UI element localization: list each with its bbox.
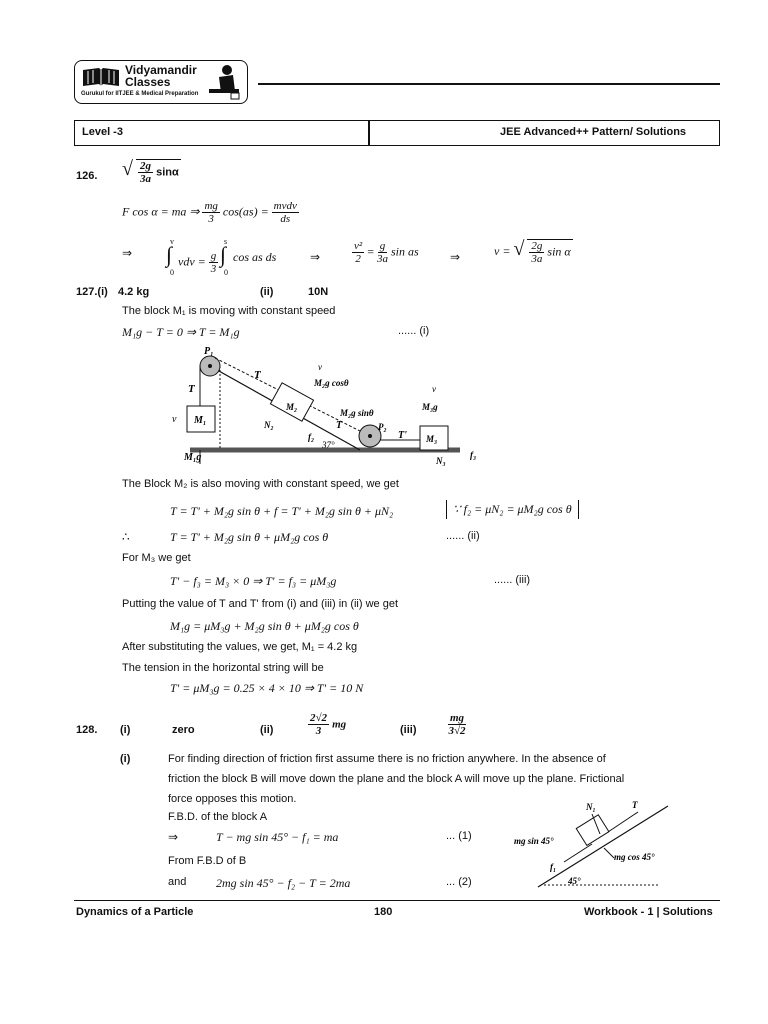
- label-n3: N₃: [436, 456, 446, 466]
- footer-chapter: Dynamics of a Particle: [76, 906, 194, 918]
- q127-statement-2: The Block M₂ is also moving with constant speed, we get: [122, 478, 399, 490]
- q126-lim-s: s: [224, 237, 228, 246]
- label-f2: f₂: [308, 432, 315, 442]
- q127-equation-4: T' − f₃ = M₃ × 0 ⇒ T' = f₃ = μM₃g: [170, 574, 337, 588]
- q128-ref-1: ... (1): [446, 830, 472, 842]
- q127-statement-3: For M₃ we get: [122, 552, 191, 564]
- book-icon: [81, 66, 121, 88]
- q126-line2-part2: $\frac{\text{v²}}{2}$ = $\frac{g}{3a}$ sin as: [354, 240, 419, 266]
- q128-sub-i: (i): [120, 753, 131, 765]
- label-p2: P₂: [378, 422, 387, 432]
- band-divider: [368, 120, 370, 146]
- q126-line2-arrow3: ⇒: [450, 250, 461, 264]
- brand-name-2: Classes: [125, 75, 171, 89]
- q127-label-ii: (ii): [260, 286, 274, 298]
- label-m1g: M₁g: [184, 452, 202, 463]
- pattern-label: JEE Advanced++ Pattern/ Solutions: [500, 126, 687, 138]
- pulley-incline-diagram: [172, 340, 490, 466]
- q126-lim-0: 0: [170, 268, 174, 277]
- brand-logo: [74, 60, 248, 104]
- q128-answer-ii: $\frac{2√2}{3}$ mg: [310, 712, 347, 738]
- q128-equation-2: 2mg sin 45° − f₂ − T = 2ma: [216, 876, 351, 890]
- q126-number: 126.: [76, 170, 98, 182]
- q128-para-5: From F.B.D of B: [168, 855, 247, 867]
- q126-line2-int2: cos as ds: [233, 250, 277, 264]
- label-m2gcos: M₂g cosθ: [314, 378, 349, 388]
- q128-para-2: friction the block B will move down the plane and the block A will move up the plane. Frictional: [168, 773, 625, 785]
- q128-answer-i: zero: [172, 724, 195, 736]
- brand-name: Vidyamandir: [125, 63, 197, 77]
- label-angle-45: 45°: [568, 876, 581, 886]
- label-m3: M₃: [426, 434, 438, 444]
- q126-lim-v: v: [170, 237, 174, 246]
- q127-statement-4: Putting the value of T and T' from (i) and (iii) in (ii) we get: [122, 598, 398, 610]
- q127-equation-3: T = T' + M₂g sin θ + μM₂g cos θ: [170, 530, 329, 544]
- label-mgsin: mg sin 45°: [514, 836, 554, 846]
- label-p1: P₁: [204, 346, 214, 357]
- label-t-right: T': [398, 430, 407, 441]
- label-v-top: v: [318, 362, 322, 372]
- q128-label-ii: (ii): [260, 724, 274, 736]
- label-n1: N₁: [586, 802, 596, 812]
- q126-line2-arrow2: ⇒: [310, 250, 321, 264]
- reader-icon: [205, 63, 243, 101]
- incline-fbd-diagram: [508, 798, 708, 890]
- label-angle-37: 37°: [322, 440, 335, 450]
- q128-para-3: force opposes this motion.: [168, 793, 297, 805]
- q127-equation-6: T' = μM₃g = 0.25 × 4 × 10 ⇒ T' = 10 N: [170, 681, 364, 695]
- label-t-top: T: [254, 369, 261, 381]
- incline-45: [538, 806, 668, 887]
- q126-line2-arrow: ⇒: [122, 246, 133, 260]
- q127-equation-2: T = T' + M₂g sin θ + f = T' + M₂g sin θ + μN₂: [170, 504, 394, 518]
- label-mgcos: mg cos 45°: [614, 852, 655, 862]
- q128-answer-iii: $\frac{mg}{3√2}$: [448, 712, 466, 738]
- label-m3g: M₃g: [422, 402, 438, 412]
- q128-arrow: ⇒: [168, 830, 179, 844]
- q127-bracket-note: ∵ f₂ = μN₂ = μM₂g cos θ: [446, 500, 579, 519]
- q128-para-4: F.B.D. of the block A: [168, 811, 268, 823]
- label-m1: M₁: [194, 415, 207, 426]
- q128-ref-2: ... (2): [446, 876, 472, 888]
- q127-ref-1: ...... (i): [398, 325, 430, 337]
- label-v-right: v: [432, 384, 436, 394]
- label-f3: f₃: [470, 450, 477, 460]
- label-m2: M₂: [286, 402, 298, 412]
- q127-answer-i: 4.2 kg: [118, 286, 150, 298]
- q128-and: and: [168, 876, 187, 888]
- q126-lim-0b: 0: [224, 268, 228, 277]
- q127-answer-ii: 10N: [308, 286, 329, 298]
- q128-number: 128.: [76, 724, 98, 736]
- q127-statement-6: The tension in the horizontal string will be: [122, 662, 324, 674]
- integral-1: ∫: [166, 242, 173, 267]
- footer-page-number: 180: [374, 906, 393, 918]
- q126-answer: √ $\frac{2g}{3a}$ sinα: [122, 158, 179, 185]
- label-n2: N₂: [264, 420, 274, 430]
- q127-statement-1: The block M₁ is moving with constant speed: [122, 305, 336, 317]
- q127-statement-5: After substituting the values, we get, M₁ = 4.2 kg: [122, 641, 358, 653]
- q127-number: 127.(i): [76, 286, 108, 298]
- label-v-left: v: [172, 414, 177, 425]
- label-f1: f₁: [550, 862, 557, 872]
- label-m2gsin: M₂g sinθ: [340, 408, 374, 418]
- q126-line1: F cos α = ma ⇒ $\frac{mg}{3}$ cos(as) = $\frac{\text{mvdv}}{ds}$: [122, 200, 297, 226]
- q128-label-i: (i): [120, 724, 131, 736]
- footer-workbook: Workbook - 1 | Solutions: [584, 906, 713, 918]
- q128-para-1: For finding direction of friction first assume there is no friction anywhere. In the absence of: [168, 753, 606, 765]
- q127-ref-3: ...... (iii): [494, 574, 531, 586]
- q127-therefore: ∴: [122, 530, 130, 544]
- label-t: T: [632, 800, 638, 810]
- q126-line2-part3: v = √ $\frac{2g}{3a}$ sin α: [494, 238, 571, 265]
- brand-tagline: Gurukul for IITJEE & Medical Preparation: [81, 91, 199, 97]
- q127-equation-1: M₁g − T = 0 ⇒ T = M₁g: [122, 325, 240, 339]
- label-t-left: T: [188, 383, 195, 395]
- q127-ref-2: ...... (ii): [446, 530, 480, 542]
- header-rule: [258, 83, 720, 85]
- footer-rule: [74, 900, 720, 901]
- q126-line2-part1: vdv = $\frac{g}{3}$: [178, 250, 217, 276]
- level-label: Level -3: [82, 126, 123, 138]
- integral-2: ∫: [220, 242, 227, 267]
- q128-equation-1: T − mg sin 45° − f₁ = ma: [216, 830, 339, 844]
- q128-label-iii: (iii): [400, 724, 417, 736]
- label-t-mid: T: [336, 420, 343, 431]
- block-a: [576, 815, 609, 846]
- q127-equation-5: M₁g = μM₃g + M₂g sin θ + μM₂g cos θ: [170, 619, 359, 633]
